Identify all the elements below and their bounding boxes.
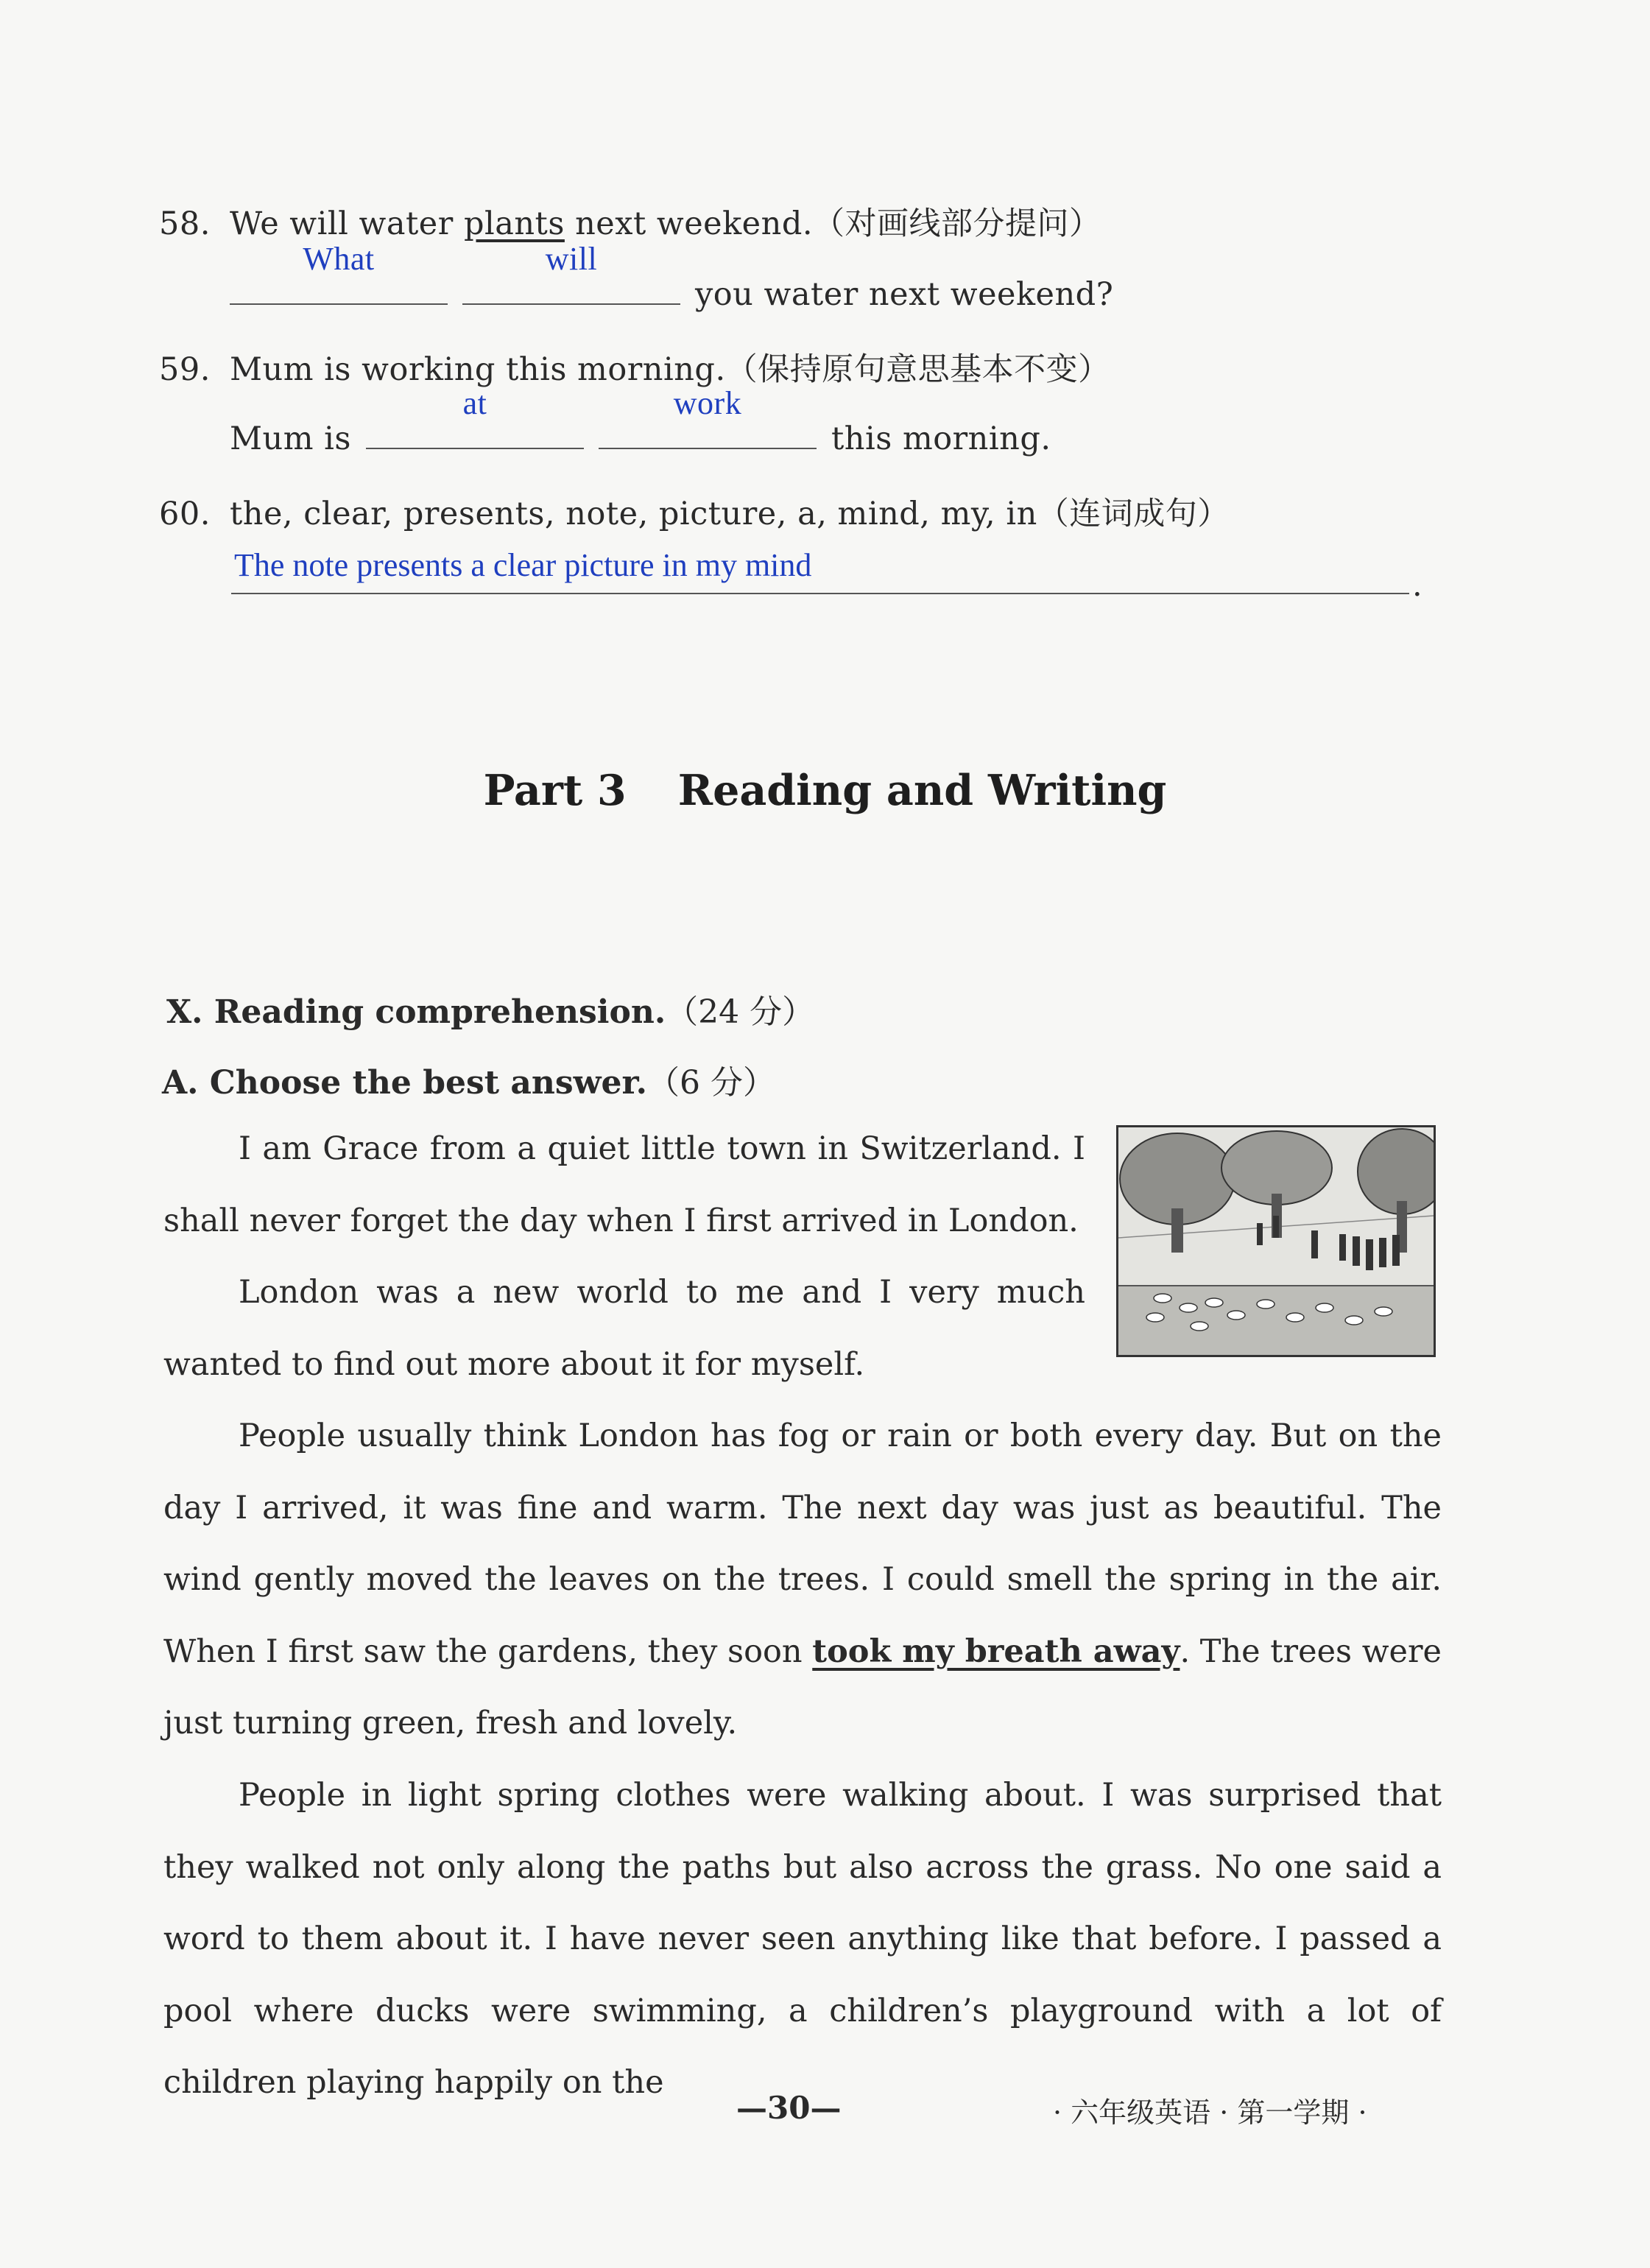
section-score: （6 分）: [646, 1064, 775, 1102]
question-number: 60.: [159, 496, 211, 532]
section-title: X. Reading comprehension.: [166, 993, 666, 1031]
answer-text: What: [303, 241, 375, 277]
answer-text: at: [462, 385, 487, 421]
passage-paragraph-2: London was a new world to me and I very much wanted to find out more about it for myself.: [163, 1274, 1085, 1383]
section-score: （24 分）: [666, 993, 815, 1031]
answer-line-58: [230, 241, 1114, 313]
answer-text: will: [545, 241, 598, 277]
paragraph-text: People usually think London has fog or rain or both every day. But on the day I arrived, it was fine and warm. The next day was just as beautiful. The wind gently moved the leaves on the trees. I could smell the spring in the air. When I first saw the gardens, they soon: [163, 1418, 1442, 1670]
answer-blank[interactable]: [462, 241, 680, 305]
underlined-word: plants: [463, 205, 565, 242]
passage-paragraph-4: People in light spring clothes were walking about. I was surprised that they walked not only along the paths but also across the grass. No one said a word to them about it. I have never seen anything like that before. I passed a pool where ducks were swimming, a children’s playground with a lot of children playing happily on the: [163, 1777, 1442, 2101]
section-a-heading: [162, 1056, 775, 1103]
answer-text: work: [673, 385, 742, 421]
passage-paragraph-3: [163, 1401, 1442, 1760]
question-number: 58.: [159, 205, 211, 242]
question-text-end: next weekend.: [564, 205, 814, 242]
question-59: [159, 345, 1110, 390]
question-words: the, clear, presents, note, picture, a, mind, my, in: [230, 496, 1037, 532]
answer-blank[interactable]: [230, 241, 448, 305]
section-title: A. Choose the best answer.: [162, 1064, 647, 1102]
answer-blank[interactable]: [599, 385, 817, 449]
question-60: [159, 489, 1230, 534]
book-label: · 六年级英语 · 第一学期 ·: [1053, 2096, 1367, 2129]
park-illustration: [1116, 1125, 1436, 1357]
part-label: Part 3: [483, 766, 627, 815]
park-drawing: [1118, 1127, 1434, 1355]
question-text: We will water: [230, 205, 464, 242]
instruction: （对画线部分提问）: [813, 205, 1101, 242]
highlighted-phrase: took my breath away: [812, 1633, 1180, 1670]
paragraph-text-end: . The trees were just turning green, fresh and lovely.: [163, 1633, 1442, 1742]
question-text: Mum is working this morning.: [230, 351, 726, 388]
page-number: —30—: [736, 2090, 842, 2126]
instruction: （保持原句意思基本不变）: [725, 351, 1110, 388]
answer-blank-long[interactable]: [231, 593, 1409, 594]
passage-paragraph-1: I am Grace from a quiet little town in Switzerland. I shall never forget the day when I first arrived in London.: [163, 1130, 1085, 1239]
answer-lead: Mum is: [230, 420, 351, 457]
section-x-heading: [166, 985, 814, 1032]
answer-blank[interactable]: [366, 385, 584, 449]
answer-tail: this morning.: [831, 420, 1051, 457]
question-58: [159, 199, 1101, 244]
part-title: [0, 766, 1650, 815]
question-number: 59.: [159, 351, 211, 388]
answer-tail: you water next weekend?: [695, 276, 1114, 313]
answer-sentence: The note presents a clear picture in my mind: [234, 547, 812, 583]
answer-line-59: [230, 385, 1051, 457]
sentence-end: .: [1412, 567, 1423, 604]
instruction: （连词成句）: [1037, 496, 1230, 532]
part-name: Reading and Writing: [677, 766, 1167, 815]
